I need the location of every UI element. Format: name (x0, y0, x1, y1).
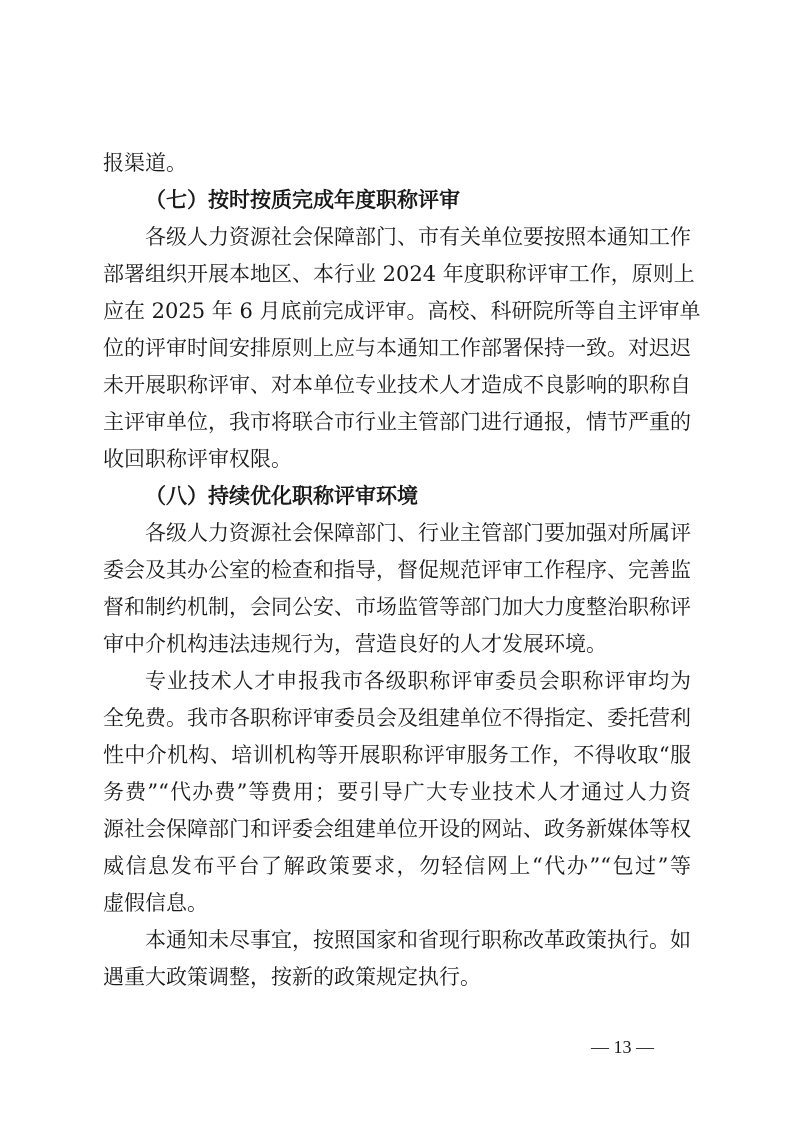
paragraph-line: 全免费。我市各职称评审委员会及组建单位不得指定、委托营利 (103, 706, 691, 730)
paragraph-line: 委会及其办公室的检查和指导，督促规范评审工作程序、完善监 (103, 558, 691, 582)
section-heading-8: （八）持续优化职称评审环境 (145, 483, 418, 508)
paragraph-line: 各级人力资源社会保障部门、行业主管部门要加强对所属评 (145, 521, 691, 545)
paragraph-line: 源社会保障部门和评委会组建单位开设的网站、政务新媒体等权 (103, 817, 691, 841)
paragraph-line: 遇重大政策调整，按新的政策规定执行。 (103, 965, 481, 989)
paragraph-line: 性中介机构、培训机构等开展职称评审服务工作，不得收取“服 (103, 743, 691, 767)
paragraph-line: 督和制约机制，会同公安、市场监管等部门加大力度整治职称评 (103, 595, 691, 619)
paragraph-line: 部署组织开展本地区、本行业 2024 年度职称评审工作，原则上 (103, 262, 695, 286)
paragraph-line: 未开展职称评审、对本单位专业技术人才造成不良影响的职称自 (103, 373, 691, 397)
page-number: — 13 — (591, 1037, 654, 1057)
paragraph-line: 主评审单位，我市将联合市行业主管部门进行通报，情节严重的 (103, 410, 691, 434)
paragraph-line: 威信息发布平台了解政策要求，勿轻信网上“代办”“包过”等 (103, 854, 691, 878)
paragraph-line: 虚假信息。 (103, 891, 208, 915)
paragraph-line: 各级人力资源社会保障部门、市有关单位要按照本通知工作 (145, 225, 691, 249)
paragraph-line: 审中介机构违法违规行为，营造良好的人才发展环境。 (103, 632, 607, 656)
section-heading-7: （七）按时按质完成年度职称评审 (145, 187, 460, 212)
paragraph-line: 报渠道。 (103, 151, 187, 175)
paragraph-line: 本通知未尽事宜，按照国家和省现行职称改革政策执行。如 (145, 928, 691, 952)
paragraph-line: 收回职称评审权限。 (103, 447, 292, 471)
paragraph-line: 应在 2025 年 6 月底前完成评审。高校、科研院所等自主评审单 (103, 299, 701, 323)
paragraph-line: 务费”“代办费”等费用；要引导广大专业技术人才通过人力资 (103, 780, 691, 804)
paragraph-line: 专业技术人才申报我市各级职称评审委员会职称评审均为 (145, 669, 691, 693)
paragraph-line: 位的评审时间安排原则上应与本通知工作部署保持一致。对迟迟 (103, 336, 691, 360)
